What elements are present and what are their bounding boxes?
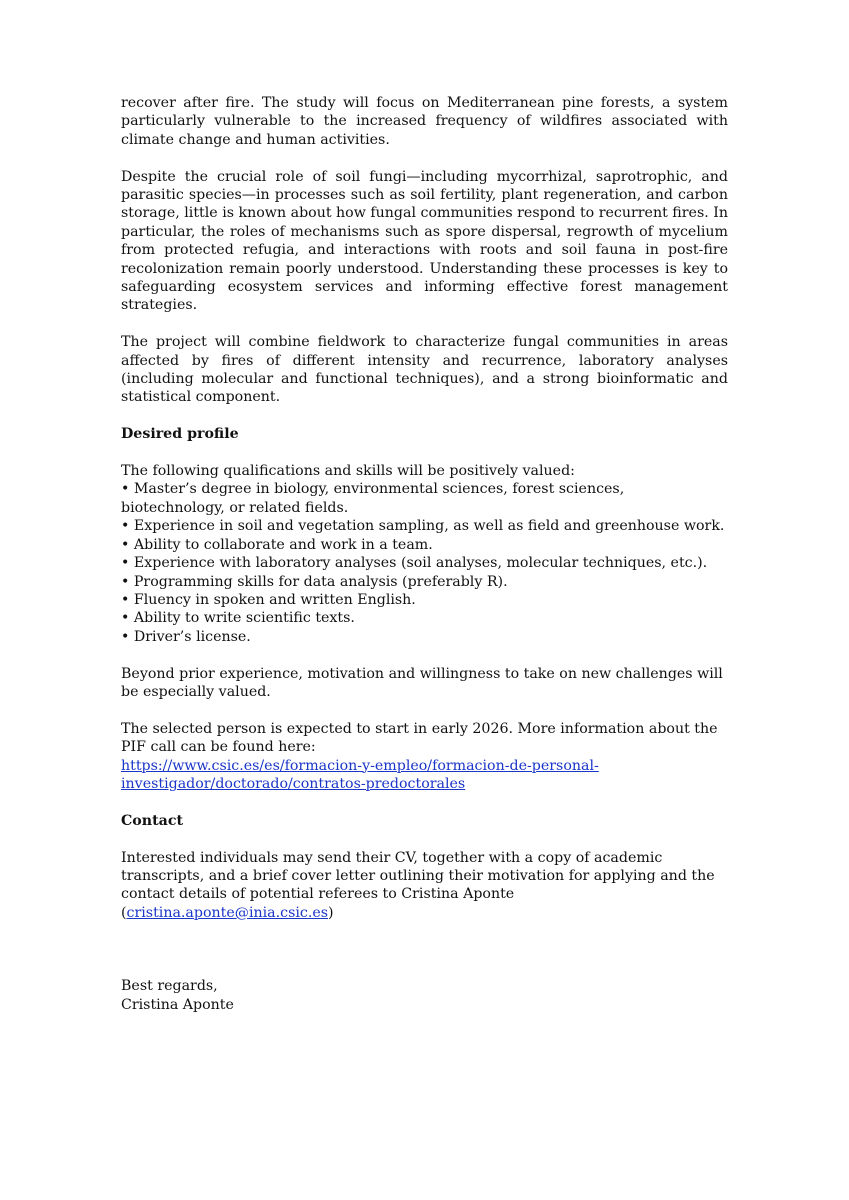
contact-text-end: ) xyxy=(328,904,334,921)
list-item: • Ability to collaborate and work in a team. xyxy=(121,536,728,554)
contact-text: Interested individuals may send their CV, together with a copy of academic transcripts, and a brief cover letter outlining their motivation for applying and the contact details of potential referees to Cristina Aponte ( xyxy=(121,849,715,921)
profile-intro: The following qualifications and skills will be positively valued: xyxy=(121,463,575,480)
profile-section xyxy=(121,462,728,646)
list-item: • Programming skills for data analysis (preferably R). xyxy=(121,573,728,591)
paragraph-start-date xyxy=(121,720,728,794)
closing-block xyxy=(121,977,728,1014)
document-page xyxy=(121,94,728,1014)
list-item: • Ability to write scientific texts. xyxy=(121,609,728,627)
list-item: • Experience in soil and vegetation sampling, as well as field and greenhouse work. xyxy=(121,517,728,535)
paragraph-motivation: Beyond prior experience, motivation and willingness to take on new challenges will be especially valued. xyxy=(121,665,723,700)
pif-call-link-line-1[interactable]: https://www.csic.es/es/formacion-y-empleo/formacion-de-personal- xyxy=(121,757,599,774)
start-text: The selected person is expected to start in early 2026. More information about the PIF call can be found here: xyxy=(121,720,718,756)
list-item: • Experience with laboratory analyses (soil analyses, molecular techniques, etc.). xyxy=(121,554,728,572)
qualifications-list xyxy=(121,480,728,646)
heading-contact: Contact xyxy=(121,812,184,829)
paragraph-contact xyxy=(121,849,728,923)
salutation: Best regards, xyxy=(121,978,218,995)
paragraph-soil-fungi: Despite the crucial role of soil fungi—including mycorrhizal, saprotrophic, and parasitic species—in processes such as soil fertility, plant regeneration, and carbon storage, little is known about how fungal communities respond to recurrent fires. In particular, the roles of mechanisms such as spore dispersal, regrowth of mycelium from protected refugia, and interactions with roots and soil fauna in post-fire recolonization remain poorly understood. Understanding these processes is key to safeguarding ecosystem services and informing effective forest management strategies. xyxy=(121,168,728,314)
list-item: • Fluency in spoken and written English. xyxy=(121,591,728,609)
contact-email-link[interactable]: cristina.aponte@inia.csic.es xyxy=(126,904,329,921)
heading-desired-profile: Desired profile xyxy=(121,426,239,443)
list-item: • Master’s degree in biology, environmental sciences, forest sciences, biotechnology, or related fields. xyxy=(121,480,728,517)
pif-call-link-line-2[interactable]: investigador/doctorado/contratos-predoctorales xyxy=(121,775,466,792)
list-item: • Driver’s license. xyxy=(121,628,728,646)
paragraph-study-focus: recover after fire. The study will focus on Mediterranean pine forests, a system particularly vulnerable to the increased frequency of wildfires associated with climate change and human activities. xyxy=(121,95,728,148)
signature-name: Cristina Aponte xyxy=(121,996,234,1013)
paragraph-project-methods: The project will combine fieldwork to characterize fungal communities in areas affected by fires of different intensity and recurrence, laboratory analyses (including molecular and functional techniques), and a strong bioinformatic and statistical component. xyxy=(121,334,728,406)
